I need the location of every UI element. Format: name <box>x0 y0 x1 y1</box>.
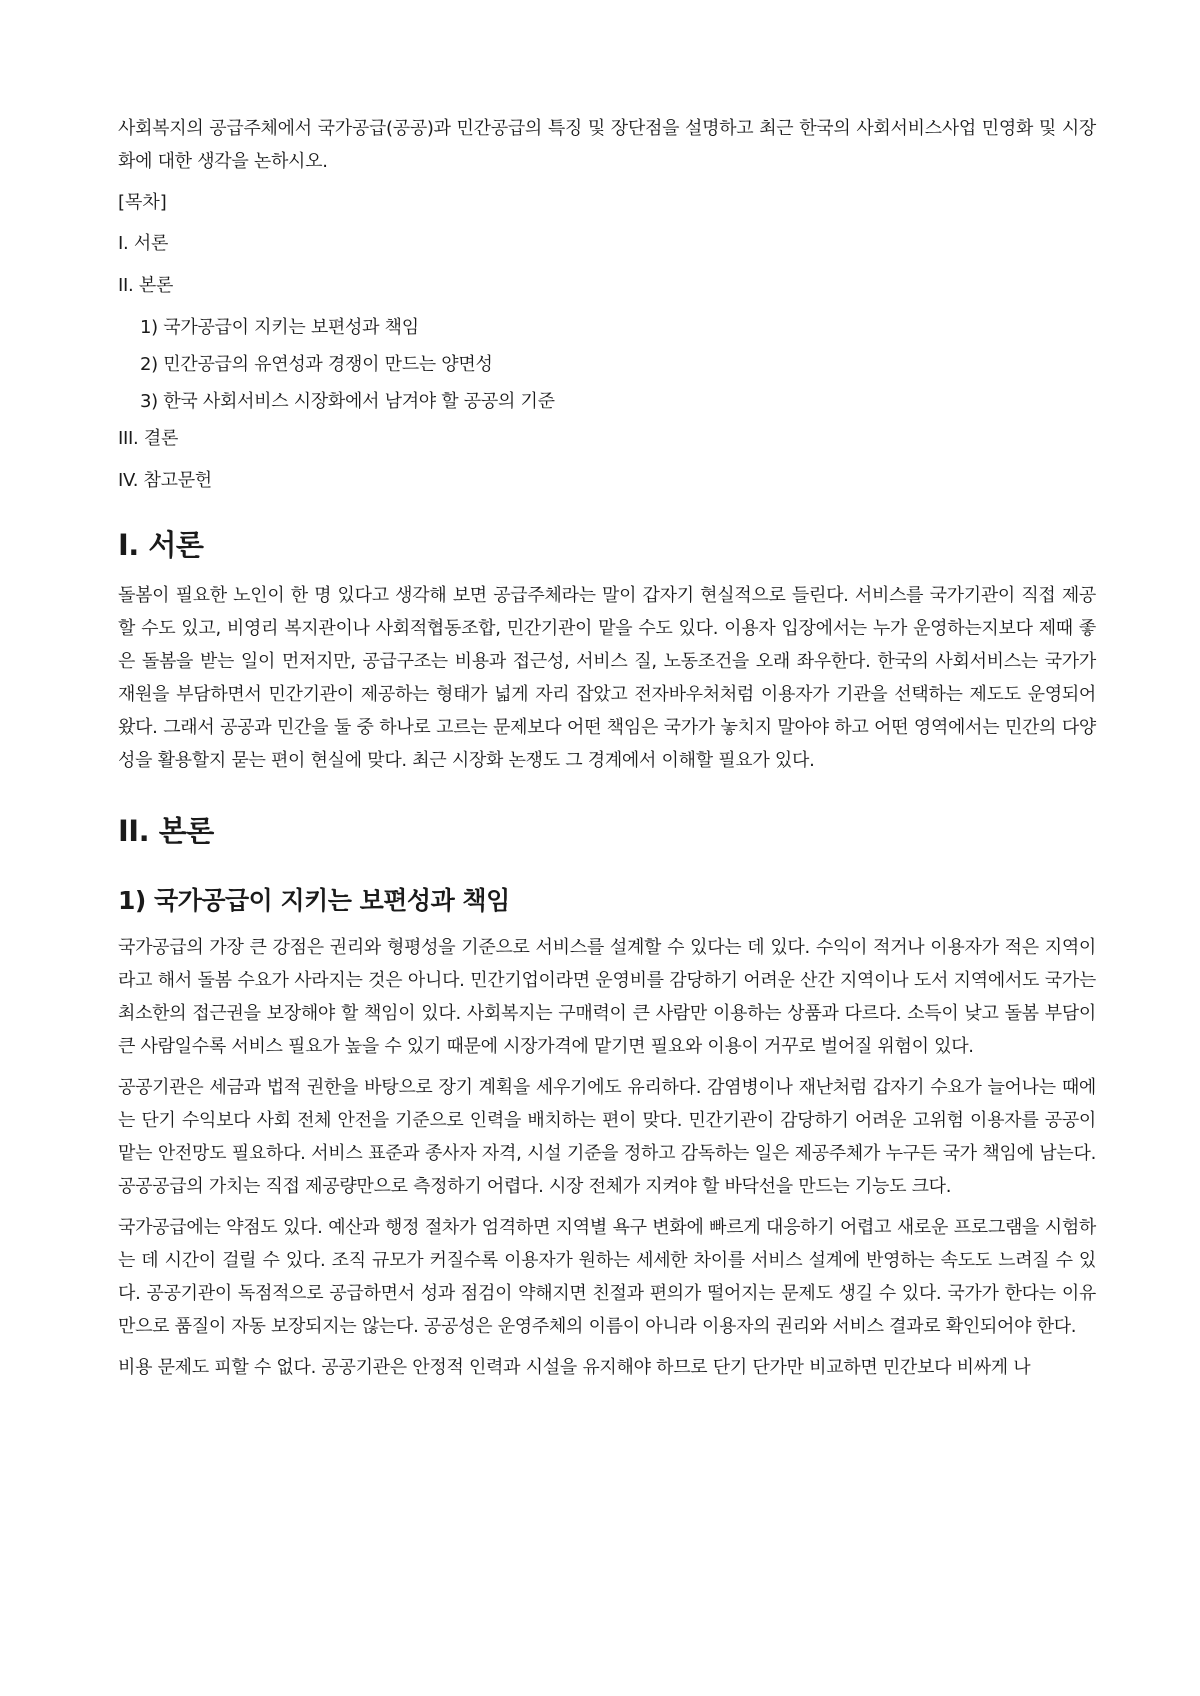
assignment-prompt: 사회복지의 공급주체에서 국가공급(공공)과 민간공급의 특징 및 장단점을 설명하고 최근 한국의 사회서비스사업 민영화 및 시장화에 대한 생각을 논하시오. <box>118 118 1096 172</box>
section-heading-introduction: I. 서론 <box>118 528 204 562</box>
table-of-contents <box>118 186 1096 497</box>
toc-item: I. 서론 <box>118 233 169 254</box>
body-paragraph: 국가공급의 가장 큰 강점은 권리와 형평성을 기준으로 서비스를 설계할 수 있다는 데 있다. 수익이 적거나 이용자가 적은 지역이라고 해서 돌봄 수요가 사라지는 것은 아니다. 민간기업이라면 운영비를 감당하기 어려운 산간 지역이나 도서 지역에서도 국가는 최소한의 접근권을 보장해야 할 책임이 있다. 사회복지는 구매력이 큰 사람만 이용하는 상품과 다르다. 소득이 낮고 돌봄 부담이 큰 사람일수록 서비스 필요가 높을 수 있기 때문에 시장가격에 맡기면 필요와 이용이 거꾸로 벌어질 위험이 있다. <box>118 937 1096 1057</box>
document-page <box>118 112 1096 1392</box>
toc-item: II. 본론 <box>118 275 174 296</box>
toc-item: III. 결론 <box>118 428 179 449</box>
body-paragraph: 돌봄이 필요한 노인이 한 명 있다고 생각해 보면 공급주체라는 말이 갑자기 현실적으로 들린다. 서비스를 국가기관이 직접 제공할 수도 있고, 비영리 복지관이나 사회적협동조합, 민간기관이 맡을 수도 있다. 이용자 입장에서는 누가 운영하는지보다 제때 좋은 돌봄을 받는 일이 먼저지만, 공급구조는 비용과 접근성, 서비스 질, 노동조건을 오래 좌우한다. 한국의 사회서비스는 국가가 재원을 부담하면서 민간기관이 제공하는 형태가 넓게 자리 잡았고 전자바우처처럼 이용자가 기관을 선택하는 제도도 운영되어 왔다. 그래서 공공과 민간을 둘 중 하나로 고르는 문제보다 어떤 책임은 국가가 놓치지 말아야 하고 어떤 영역에서는 민간의 다양성을 활용할지 묻는 편이 현실에 맞다. 최근 시장화 논쟁도 그 경계에서 이해할 필요가 있다. <box>118 585 1096 771</box>
toc-label: [목차] <box>118 192 167 213</box>
body-paragraph: 공공기관은 세금과 법적 권한을 바탕으로 장기 계획을 세우기에도 유리하다. 감염병이나 재난처럼 갑자기 수요가 늘어나는 때에는 단기 수익보다 사회 전체 안전을 기준으로 인력을 배치하는 편이 맞다. 민간기관이 감당하기 어려운 고위험 이용자를 공공이 맡는 안전망도 필요하다. 서비스 표준과 종사자 자격, 시설 기준을 정하고 감독하는 일은 제공주체가 누구든 국가 책임에 남는다. 공공공급의 가치는 직접 제공량만으로 측정하기 어렵다. 시장 전체가 지켜야 할 바닥선을 만드는 기능도 크다. <box>118 1077 1096 1197</box>
body-paragraph: 비용 문제도 피할 수 없다. 공공기관은 안정적 인력과 시설을 유지해야 하므로 단기 단가만 비교하면 민간보다 비싸게 나 <box>118 1357 1031 1378</box>
toc-subitem: 3) 한국 사회서비스 시장화에서 남겨야 할 공공의 기준 <box>140 391 555 412</box>
toc-item: IV. 참고문헌 <box>118 470 212 491</box>
section-heading-main: II. 본론 <box>118 814 214 848</box>
subsection-heading: 1) 국가공급이 지키는 보편성과 책임 <box>118 886 510 915</box>
toc-list <box>118 227 1096 497</box>
body-paragraph: 국가공급에는 약점도 있다. 예산과 행정 절차가 엄격하면 지역별 욕구 변화에 빠르게 대응하기 어렵고 새로운 프로그램을 시험하는 데 시간이 걸릴 수 있다. 조직 규모가 커질수록 이용자가 원하는 세세한 차이를 서비스 설계에 반영하는 속도도 느려질 수 있다. 공공기관이 독점적으로 공급하면서 성과 점검이 약해지면 친절과 편의가 떨어지는 문제도 생길 수 있다. 국가가 한다는 이유만으로 품질이 자동 보장되지는 않는다. 공공성은 운영주체의 이름이 아니라 이용자의 권리와 서비스 결과로 확인되어야 한다. <box>118 1217 1096 1337</box>
toc-subitem: 1) 국가공급이 지키는 보편성과 책임 <box>140 317 419 338</box>
toc-subitem: 2) 민간공급의 유연성과 경쟁이 만드는 양면성 <box>140 354 493 375</box>
